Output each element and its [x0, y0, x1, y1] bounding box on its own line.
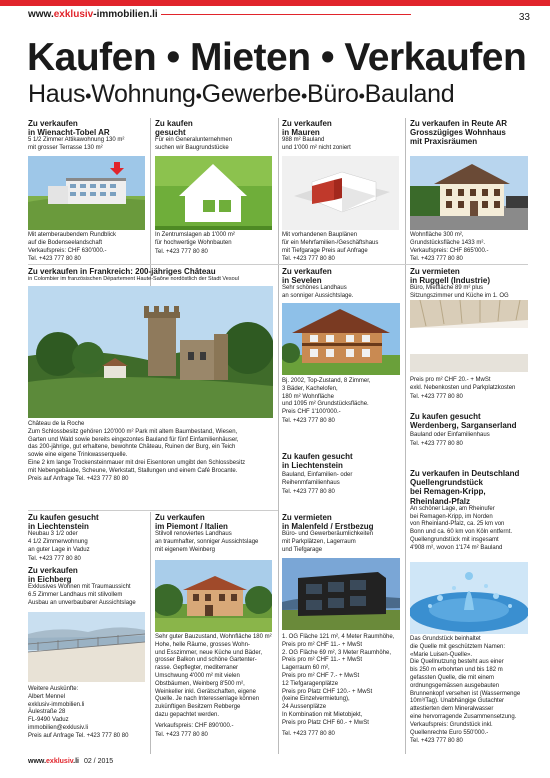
detail-line: Das Grundstück beinhaltet: [410, 636, 481, 642]
detail-line: und Tiefgarage: [282, 546, 323, 553]
listing-title: Grosszügiges Wohnhaus: [410, 128, 506, 138]
detail-line: dazu gepachtet werden.: [155, 711, 220, 718]
detail-price: Preis pro m² CHF 20.- + MwSt: [410, 377, 491, 383]
listing-wienacht-details: [28, 232, 148, 264]
issue-number: 02 / 2015: [83, 758, 114, 765]
contact-info: [28, 686, 150, 741]
detail-line: grosser Balkon und schöne Gartenter-: [155, 657, 257, 664]
detail-line: 4'908 m², wovon 1'174 m² Bauland: [410, 544, 503, 551]
listing-location: in Liechtenstein: [28, 522, 89, 532]
phone-number[interactable]: Tel. +423 777 80 80: [410, 441, 463, 448]
listing-type: Zu verkaufen in Reute AR: [410, 119, 508, 128]
listing-type: Zu kaufen gesucht: [282, 452, 353, 461]
footer-url-suffix: .li: [73, 758, 79, 765]
column-rule: [150, 512, 151, 754]
phone-number[interactable]: Tel. +423 777 80 80: [282, 256, 335, 263]
detail-price: Preis CHF 1'100'000.-: [282, 409, 341, 416]
listing-eichberg[interactable]: [28, 566, 150, 608]
contact-street: Äulestraße 28: [28, 709, 66, 716]
detail-line: Bauland oder Einfamilienhaus: [410, 432, 490, 439]
phone-number[interactable]: Tel. +423 777 80 80: [155, 248, 208, 255]
listing-title: bei Remagen-Kripp,: [410, 487, 486, 497]
subline-sep: •: [195, 86, 202, 106]
photo-building-model: [282, 156, 399, 230]
listing-type: Zu vermieten: [282, 513, 332, 522]
detail-line: eine hervorragende Zusammensetzung.: [410, 713, 517, 720]
detail-line: (keine Einzelvermietung),: [282, 696, 350, 703]
listing-subtitle: suchen wir Baugrundstücke: [155, 145, 229, 152]
detail-line: Garten und Wald sowie bereits eingezontes Bauland für fünf Einfamilienhäuser,: [28, 436, 239, 443]
listing-subtitle: und 1'000 m² nicht zoniert: [282, 145, 351, 152]
listing-sevelen-details: [282, 378, 402, 426]
detail-line: In Zentrumslagen ab 1'000 m²: [155, 232, 235, 238]
phone-number[interactable]: Tel. +423 777 80 80: [155, 731, 208, 738]
detail-line: für hochwertige Wohnbauten: [155, 239, 232, 246]
detail-line: gefassten Quelle, die mit einem: [410, 674, 495, 681]
column-rule: [278, 118, 279, 754]
listing-subtitle: Sitzungszimmer und Küche im 1. OG: [410, 293, 509, 300]
listing-lie-neubau[interactable]: [28, 513, 148, 563]
listing-location: in Mauren: [282, 128, 320, 138]
listing-wienacht[interactable]: [28, 119, 148, 152]
photo-office-interior: [410, 300, 528, 372]
listing-malenfeld-details: [282, 634, 404, 738]
detail-line: Brunnenkopf versehen ist (Wassermenge: [410, 690, 521, 697]
subline-gewerbe: Gewerbe: [201, 80, 302, 108]
detail-price: Preis pro Platz CHF 120.- + MwSt: [282, 688, 373, 695]
detail-line: Bauland, Einfamilien- oder: [282, 472, 353, 479]
detail-line: sowie eine eigene Trinkwasserquelle.: [28, 452, 128, 459]
phone-number[interactable]: Tel. +423 777 80 80: [282, 417, 335, 424]
detail-line: mit Parkplätzen, Lagerraum: [282, 539, 356, 546]
listing-ruggell[interactable]: [410, 267, 530, 301]
detail-line: Wohnfläche 300 m²,: [410, 232, 464, 238]
detail-line: an guter Lage in Vaduz: [28, 546, 90, 553]
detail-line: Obstbäumen, Weinberg 8'500 m²,: [155, 680, 245, 687]
url-rule: [161, 14, 411, 15]
detail-price: Quellenrechte Euro 550'000.-: [410, 729, 489, 736]
detail-price: Preis pro m² CHF 11.- + MwSt: [282, 641, 363, 648]
listing-mauren-details: [282, 232, 402, 264]
detail-line: Mit vorhandenen Bauplänen: [282, 232, 358, 238]
detail-line: auf die Bodenseelandschaft: [28, 239, 103, 246]
listing-title: Zu verkaufen in Frankreich: 200-jähriges Château: [28, 267, 216, 276]
phone-number[interactable]: Tel. +423 777 80 80: [28, 555, 81, 562]
listing-deutschland-details: [410, 636, 532, 746]
detail-line: Lagerraum 60 m²,: [282, 665, 330, 672]
listing-title: Quellengrundstück: [410, 478, 483, 488]
detail-line: In Kombination mit Mietobjekt,: [282, 711, 363, 718]
row-divider: [28, 264, 528, 265]
contact-city: FL-9490 Vaduz: [28, 717, 69, 724]
headline-mieten: Mieten: [190, 36, 311, 79]
subline-haus: Haus: [28, 80, 86, 108]
contact-email[interactable]: immobilien@exklusiv.li: [28, 724, 88, 731]
detail-line: 10m³/Tag). Unabhängige Gutachter: [410, 698, 505, 705]
detail-line: Reihenmfamilienhaus: [282, 480, 340, 487]
listing-gesucht-land[interactable]: [155, 119, 275, 153]
photo-malenfeld-building: [282, 558, 400, 630]
subline-sep: •: [301, 86, 308, 106]
subline-buero: Büro: [307, 80, 359, 108]
listing-subtitle: Büro, Mietfläche 89 m² plus: [410, 285, 484, 292]
detail-line: exkl. Nebenkosten und Parkplatzkosten: [410, 384, 516, 391]
site-url[interactable]: [28, 9, 411, 20]
listing-type: Zu kaufen gesucht: [410, 412, 481, 421]
detail-line: Die Quellnutzung besteht aus einer: [410, 659, 504, 666]
detail-line: rasse. Gepflegter, mediterraner: [155, 665, 239, 672]
subline-sep: •: [358, 86, 365, 106]
listing-frankreich-details: [28, 421, 276, 483]
listing-location: Werdenberg, Sarganserland: [410, 421, 517, 431]
url-brand: exklusiv: [53, 9, 94, 20]
url-suffix: -immobilien.li: [93, 9, 158, 20]
listing-type: Zu verkaufen: [28, 119, 78, 128]
footer: [28, 758, 113, 765]
phone-number[interactable]: Tel. +423 777 80 80: [410, 393, 463, 400]
listing-type: Zu kaufen: [155, 119, 193, 128]
detail-price: Verkaufspreis: CHF 865'000.-: [410, 247, 489, 254]
listing-type: Zu kaufen gesucht: [28, 513, 99, 522]
detail-line: Sehr guter Bauzustand, Wohnfläche 180 m²: [155, 634, 272, 640]
headline-kaufen: Kaufen: [27, 36, 157, 79]
detail-line: Zum Schlossbesitz gehören 120'000 m² Park mit altem Baumbestand, Wiesen,: [28, 428, 238, 435]
page-headline: [27, 38, 526, 77]
listing-reute[interactable]: [410, 119, 530, 147]
photo-wienacht-building: [28, 156, 145, 230]
detail-line: 24 Aussenplätze: [282, 704, 327, 711]
listing-location: in Malenfeld / Erstbezug: [282, 522, 374, 532]
contact-name: Albert Mennel: [28, 693, 66, 700]
phone-number[interactable]: Tel. +423 777 80 80: [410, 256, 463, 263]
photo-piemont-farmhouse: [155, 560, 272, 632]
listing-subtitle: 988 m² Bauland: [282, 137, 325, 144]
detail-line: das 200-jährige, gut erhaltene, bewohnte Château, Ruinen der Burg, ein Teich: [28, 444, 236, 451]
page-subline: [28, 82, 454, 107]
contact-heading: Weitere Auskünfte:: [28, 686, 79, 692]
photo-chateau: [28, 286, 273, 418]
contact-phone[interactable]: Preis auf Anfrage Tel. +423 777 80 80: [28, 732, 129, 739]
detail-line: Exklusives Wohnen mit Traumaussicht: [28, 584, 131, 591]
row-divider: [28, 510, 278, 511]
detail-line: Quellengrundstück mit insgesamt: [410, 536, 499, 543]
detail-line: Büro- und Gewerberäumlichkeiten: [282, 531, 374, 538]
photo-eichberg-terrace: [28, 612, 145, 682]
listing-subtitle: an sonniger Aussichtslage.: [282, 293, 354, 300]
detail-line: ordnungsgemässen ausgebauten: [410, 682, 500, 689]
subline-wohnung: Wohnung: [91, 80, 196, 108]
listing-lie-gesucht[interactable]: [282, 452, 402, 497]
listing-subtitle: mit grosser Terrasse 130 m²: [28, 144, 103, 151]
detail-line: 180 m² Wohnfläche: [282, 393, 334, 400]
photo-sevelen-chalet: [282, 303, 400, 375]
phone-number[interactable]: Tel. +423 777 80 80: [410, 738, 463, 745]
footer-url-brand[interactable]: exklusiv: [46, 758, 74, 765]
detail-price: Preis pro Platz CHF 60.- + MwSt: [282, 719, 369, 726]
listing-location: in Eichberg: [28, 575, 72, 585]
listing-location: gesucht: [155, 128, 186, 138]
detail-line: Quelle. Je nach Interessenlage können: [155, 696, 260, 703]
column-rule: [150, 118, 151, 286]
detail-line: mit Nebengebäude, Scheune, Werkstatt, Stallungen und einem Café Brocante.: [28, 467, 238, 474]
headline-verkaufen: Verkaufen: [344, 36, 527, 79]
detail-line: Stilvoll renoviertes Landhaus: [155, 531, 232, 538]
listing-type: Zu verkaufen in Deutschland: [410, 469, 520, 478]
listing-subtitle: Für ein Generalunternehmen: [155, 137, 233, 144]
detail-line: Weinkeller inkl. Gerätschaften, eigene: [155, 688, 256, 695]
headline-sep: •: [166, 36, 180, 79]
detail-line: 2. OG Fläche 69 m², 3 Meter Raumhöhe,: [282, 649, 392, 656]
detail-price: Preis pro m² CHF 11.- + MwSt: [282, 657, 363, 664]
listing-location: in Sevelen: [282, 276, 322, 286]
detail-line: bei Remagen-Kripp, im Norden: [410, 513, 493, 520]
detail-line: 3 Bäder, Kachelofen,: [282, 385, 338, 392]
listing-location: im Piemont / Italien: [155, 522, 228, 532]
detail-line: Umschwung 4'000 m² mit vielen: [155, 672, 240, 679]
detail-line: von Rheinland-Pfalz, ca. 25 km von: [410, 521, 505, 528]
top-red-bar: [0, 0, 550, 6]
listing-title: mit Praxisräumen: [410, 137, 478, 147]
url-prefix: www.: [28, 9, 54, 20]
photo-reute-house: [410, 156, 528, 230]
photo-water-splash: [410, 562, 528, 634]
detail-line: 6.5 Zimmer Landhaus mit stilvollem: [28, 592, 123, 599]
listing-type: Zu verkaufen: [155, 513, 205, 522]
phone-number[interactable]: Tel. +423 777 80 80: [28, 256, 81, 263]
detail-line: für ein Mehrfamilien-/Geschäftshaus: [282, 239, 379, 246]
contact-website[interactable]: exklusiv-immobilien.li: [28, 701, 85, 708]
detail-line: Eine 2 km lange Trockensteinmauer mit drei Eisentoren umgibt den Schlossbesitz: [28, 459, 246, 466]
detail-line: 4 1/2 Zimmerwohnung: [28, 539, 88, 546]
detail-line: mit Tiefgarage Preis auf Anfrage: [282, 247, 368, 254]
detail-line: attestierten dem Mineralwasser: [410, 706, 494, 713]
detail-line: und Esszimmer, neue Küche und Bäder,: [155, 649, 263, 656]
detail-price[interactable]: Preis auf Anfrage Tel. +423 777 80 80: [28, 475, 129, 482]
listing-location: in Liechtenstein: [282, 461, 343, 471]
detail-line: die Quelle mit geschütztem Namen:: [410, 643, 506, 650]
detail-line: Bj. 2002, Top-Zustand, 8 Zimmer,: [282, 378, 371, 384]
footer-url-prefix: www.: [28, 758, 47, 765]
detail-line: Château de la Roche: [28, 421, 85, 427]
detail-line: an traumhafter, sonniger Aussichtslage: [155, 539, 259, 546]
detail-line: An schöner Lage, am Rheinufer: [410, 505, 495, 512]
listing-title: Rheinland-Pfalz: [410, 496, 471, 506]
detail-price: Preis pro m² CHF 7.- + MwSt: [282, 672, 360, 679]
subline-bauland: Bauland: [364, 80, 455, 108]
listing-type: Zu verkaufen: [28, 566, 78, 575]
listing-location: in Wienacht-Tobel AR: [28, 128, 110, 138]
detail-price: Verkaufspreis: Grundstück inkl.: [410, 721, 493, 728]
listing-reute-details: [410, 232, 530, 264]
photo-house-on-grass: [155, 156, 272, 230]
listing-subtitle: 5 1/2 Zimmer Attikawohnung 130 m²: [28, 137, 125, 144]
detail-line: 12 Tiefgaragenplätze: [282, 680, 339, 687]
phone-number[interactable]: Tel. +423 777 80 80: [282, 488, 335, 495]
listing-ruggell-details: [410, 377, 530, 401]
detail-line: 1. OG Fläche 121 m², 4 Meter Raumhöhe,: [282, 634, 395, 640]
page-number: 33: [518, 12, 530, 23]
listing-sevelen[interactable]: [282, 267, 402, 301]
detail-line: Bonn und ca. 60 km von Köln entfernt.: [410, 529, 513, 536]
listing-subtitle: Sehr schönes Landhaus: [282, 285, 347, 292]
detail-line: zukünftigen Besitzern Rebberge: [155, 704, 241, 711]
listing-type: Zu verkaufen: [282, 267, 332, 276]
listing-frankreich[interactable]: [28, 267, 274, 283]
headline-sep: •: [320, 36, 335, 79]
column-rule: [405, 118, 406, 754]
listing-werdenberg[interactable]: [410, 412, 530, 449]
listing-deutschland[interactable]: [410, 469, 532, 553]
detail-line: Grundstücksfläche 1433 m².: [410, 239, 486, 246]
listing-subtitle: in Colombier im französischen Département Haute-Saône nordöstlich der Stadt Vesoul: [28, 276, 239, 283]
detail-line: mit eigenem Weinberg: [155, 546, 215, 553]
detail-line: bis 250 m erbohrten und bis 182 m: [410, 667, 503, 674]
listing-mauren[interactable]: [282, 119, 402, 153]
listing-type: Zu verkaufen: [282, 119, 332, 128]
detail-line: Mit atemberaubendem Rundblick: [28, 232, 117, 238]
detail-price: Verkaufspreis: CHF 890'000.-: [155, 722, 234, 729]
listing-location: in Ruggell (Industrie): [410, 276, 490, 286]
listing-gesucht-land-details: [155, 232, 275, 256]
detail-line: Hohe, helle Räume, grosses Wohn-: [155, 641, 250, 648]
detail-line: Ausbau an unverbaubarer Aussichtslage: [28, 599, 136, 606]
detail-line: Neubau 3 1/2 oder: [28, 531, 78, 538]
subline-sep: •: [85, 86, 92, 106]
detail-line: «Marie Luisen-Quelle».: [410, 651, 473, 658]
detail-line: und 1095 m² Grundstücksfläche.: [282, 401, 369, 408]
listing-type: Zu vermieten: [410, 267, 460, 276]
detail-price: Verkaufspreis: CHF 630'000.-: [28, 247, 107, 254]
phone-number[interactable]: Tel. +423 777 80 80: [282, 730, 335, 737]
listing-piemont[interactable]: [155, 513, 277, 555]
listing-piemont-details: [155, 634, 277, 739]
listing-malenfeld[interactable]: [282, 513, 404, 555]
